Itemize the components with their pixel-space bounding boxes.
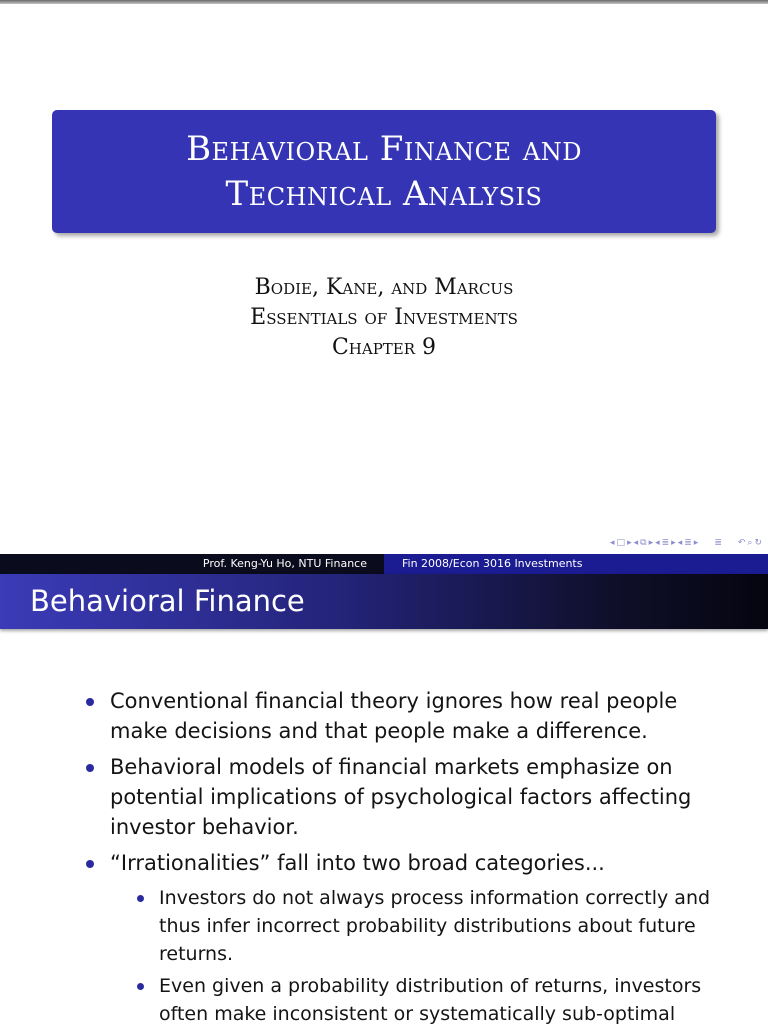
nav-left-arrow-icon[interactable]: ◂ [677,538,683,548]
appendix-icon[interactable]: ≣ [714,538,722,548]
frame-icon[interactable]: □ [616,538,626,548]
page-top-border [0,0,768,4]
slide-title-line-2: Technical Analysis [225,173,543,214]
undo-icon[interactable]: ↶ [737,538,746,548]
title-box [52,110,716,233]
list-item [0,848,768,878]
sub-bullet-text: Investors do not always process information correctly and thus infer incorrect probability distributions about future returns. [159,887,711,965]
sub-bullet-icon [137,895,144,902]
search-icon[interactable]: ⌕ [747,538,753,548]
authors: Bodie, Kane, and Marcus [254,275,514,300]
list-item [0,686,768,746]
section-icon[interactable]: ≣ [661,538,670,548]
footer-author: Prof. Keng-Yu Ho, NTU Finance [0,554,384,574]
redo-icon[interactable]: ↻ [754,538,762,548]
nav-right-arrow-icon[interactable]: ▸ [648,538,654,548]
subtitle-block [0,273,768,363]
bullet-icon [86,764,94,772]
sub-bullet-text: Even given a probability distribution of returns, investors often make inconsistent or systematically sub-optimal [159,975,702,1025]
nav-right-arrow-icon[interactable]: ▸ [693,538,699,548]
footer-course: Fin 2008/Econ 3016 Investments [384,554,768,574]
nav-left-arrow-icon[interactable]: ◂ [655,538,660,548]
frame-title-bar [0,574,768,629]
subsection-icon[interactable]: ⧉ [640,538,647,548]
sub-list-item [0,884,768,968]
bullet-icon [86,860,94,868]
bullet-icon [86,698,94,706]
list-item [0,752,768,842]
section-icon[interactable]: ≣ [684,538,692,548]
chapter: Chapter 9 [331,335,437,360]
nav-right-arrow-icon[interactable]: ▸ [671,538,676,548]
sub-bullet-icon [137,983,144,990]
bullet-text: “Irrationalities” fall into two broad categories... [110,851,605,875]
slide-footer [0,554,768,574]
slide-title-line-1: Behavioral Finance and [186,128,582,169]
book-title: Essentials of Investments [250,305,518,330]
sub-list-item [0,972,768,1028]
nav-left-arrow-icon[interactable]: ◂ [610,538,615,548]
slide-content [0,686,768,1032]
bullet-text: Conventional financial theory ignores how real people make decisions and that people make a difference. [110,689,678,743]
navigation-bar [610,536,762,550]
frame-title: Behavioral Finance [30,584,305,618]
nav-right-arrow-icon[interactable]: ▸ [627,538,632,548]
nav-left-arrow-icon[interactable]: ◂ [633,538,639,548]
bullet-text: Behavioral models of financial markets emphasize on potential implications of psychological factors affecting investor behavior. [110,755,692,839]
